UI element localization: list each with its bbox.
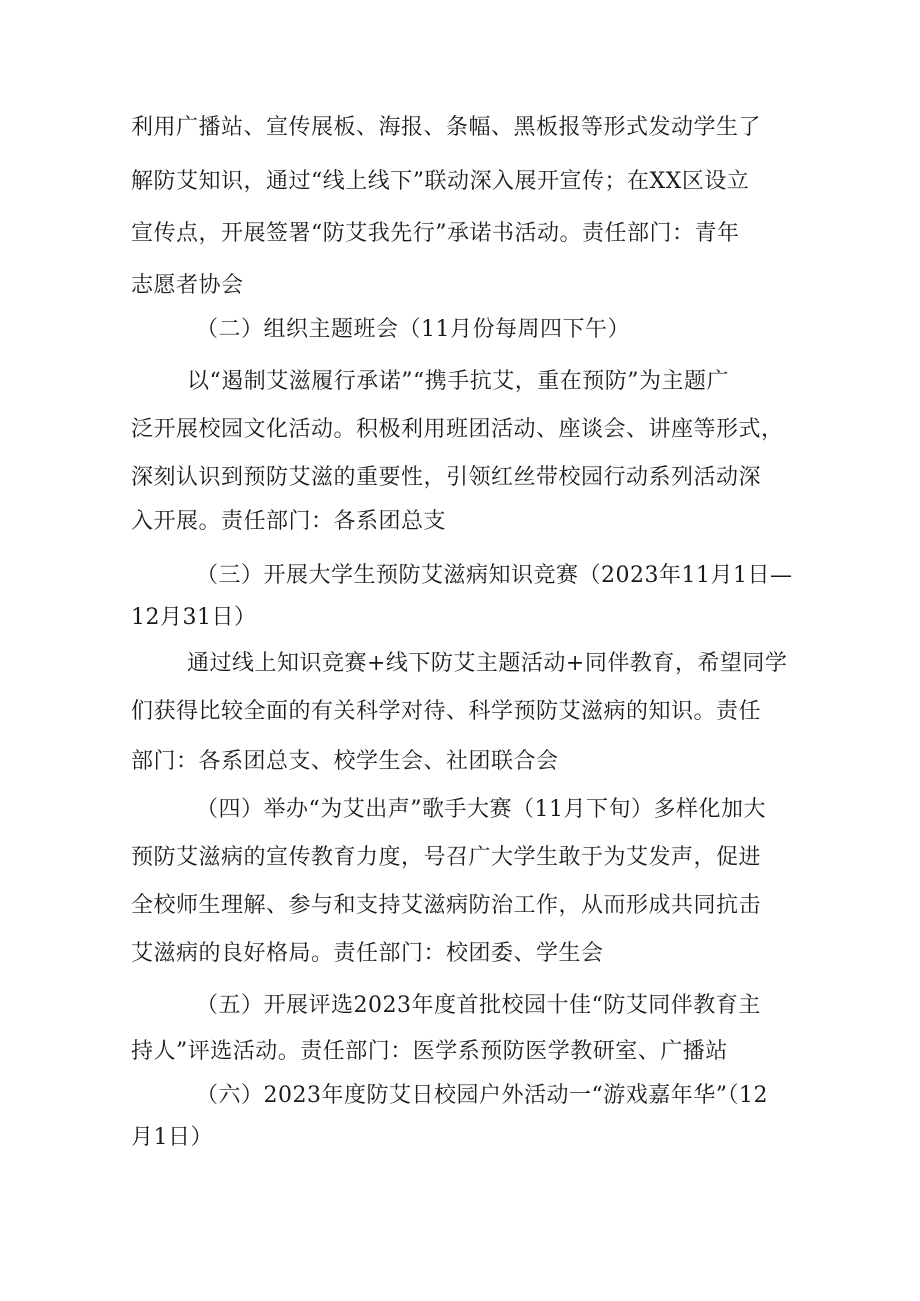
body-text-line: 宣传点，开展签署“防艾我先行”承诺书活动。责任部门：青年 xyxy=(131,221,740,246)
section-heading-6: （六）2023年度防艾日校园户外活动一“游戏嘉年华”（12 xyxy=(196,1083,768,1108)
body-text-line: 全校师生理解、参与和支持艾滋病防治工作，从而形成共同抗击 xyxy=(131,893,762,918)
section-heading-6-continued: 月1日） xyxy=(131,1125,213,1150)
body-text-line: 通过线上知识竞赛+线下防艾主题活动+同伴教育，希望同学 xyxy=(187,651,788,676)
body-text-line: 泛开展校园文化活动。积极利用班团活动、座谈会、讲座等形式， xyxy=(131,417,784,442)
body-text-line: 持人”评选活动。责任部门：医学系预防医学教研室、广播站 xyxy=(131,1039,728,1064)
body-text-line: 利用广播站、宣传展板、海报、条幅、黑板报等形式发动学生了 xyxy=(131,115,762,140)
section-heading-3-continued: 12月31日） xyxy=(131,605,257,630)
body-text-line: 艾滋病的良好格局。责任部门：校团委、学生会 xyxy=(131,941,604,966)
body-text-line: 志愿者协会 xyxy=(131,273,244,298)
body-text-line: 以“遏制艾滋履行承诺”“携手抗艾，重在预防”为主题广 xyxy=(187,369,729,394)
body-text-line: 解防艾知识，通过“线上线下”联动深入展开宣传；在XX区设立 xyxy=(131,169,750,194)
section-heading-3: （三）开展大学生预防艾滋病知识竞赛（2023年11月1日— xyxy=(196,563,793,588)
body-text-line: 预防艾滋病的宣传教育力度，号召广大学生敢于为艾发声，促进 xyxy=(131,845,762,870)
body-text-line: 部门：各系团总支、校学生会、社团联合会 xyxy=(131,749,559,774)
body-text-line: 们获得比较全面的有关科学对待、科学预防艾滋病的知识。责任 xyxy=(131,699,762,724)
section-heading-4: （四）举办“为艾出声”歌手大赛（11月下旬）多样化加大 xyxy=(196,797,766,822)
body-text-line: 入开展。责任部门：各系团总支 xyxy=(131,509,447,534)
section-heading-2: （二）组织主题班会（11月份每周四下午） xyxy=(196,317,630,342)
section-heading-5: （五）开展评选2023年度首批校园十佳“防艾同伴教育主 xyxy=(196,993,761,1018)
body-text-line: 深刻认识到预防艾滋的重要性，引领红丝带校园行动系列活动深 xyxy=(131,465,762,490)
